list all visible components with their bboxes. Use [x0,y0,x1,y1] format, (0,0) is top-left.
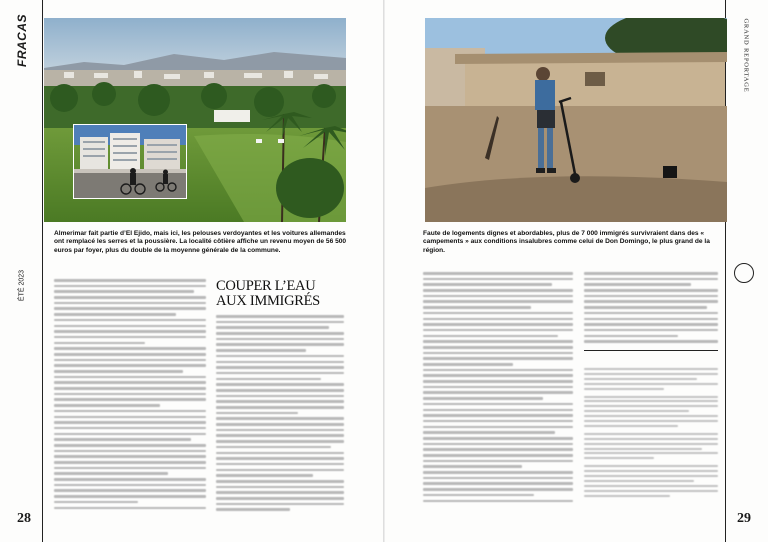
right-body-column-1 [423,272,573,505]
right-page-number: 29 [737,511,751,526]
spine-gutter [383,0,385,542]
right-footnotes [584,368,718,500]
cyclists-inset-photo [73,124,187,199]
campement-illustration [425,18,727,222]
issue-date: ÉTÉ 2023 [18,269,26,302]
left-body-column-2 [216,315,344,514]
left-photo-caption: Almerimar fait partie d’El Ejido, mais ici, les pelouses verdoyantes et les voitures allemandes ont remplacé les serres et la poussière. La localité côtière affiche un revenu moyen de 56 500 euros par foyer, plus du double de la moyenne générale de la commune. [54,230,347,254]
left-body-column-1 [54,279,206,512]
section-title: GRAND REPORTAGE [742,18,750,93]
campement-photo [425,18,727,222]
fracas-emblem-icon [734,263,754,283]
notes-divider [584,350,718,351]
right-photo-caption: Faute de logements dignes et abordables, plus de 7 000 immigrés survivraient dans des « campements » aux conditions insalubres comme celui de Don Domingo, le plus grand de la région. [423,230,710,254]
left-page-number: 28 [17,511,31,526]
article-headline: COUPER L’EAU AUX IMMIGRÉS [216,278,320,309]
cyclists-illustration [74,125,186,198]
right-body-column-2 [584,272,718,346]
magazine-logo: FRACAS [15,14,29,67]
left-margin-rule [42,0,43,542]
